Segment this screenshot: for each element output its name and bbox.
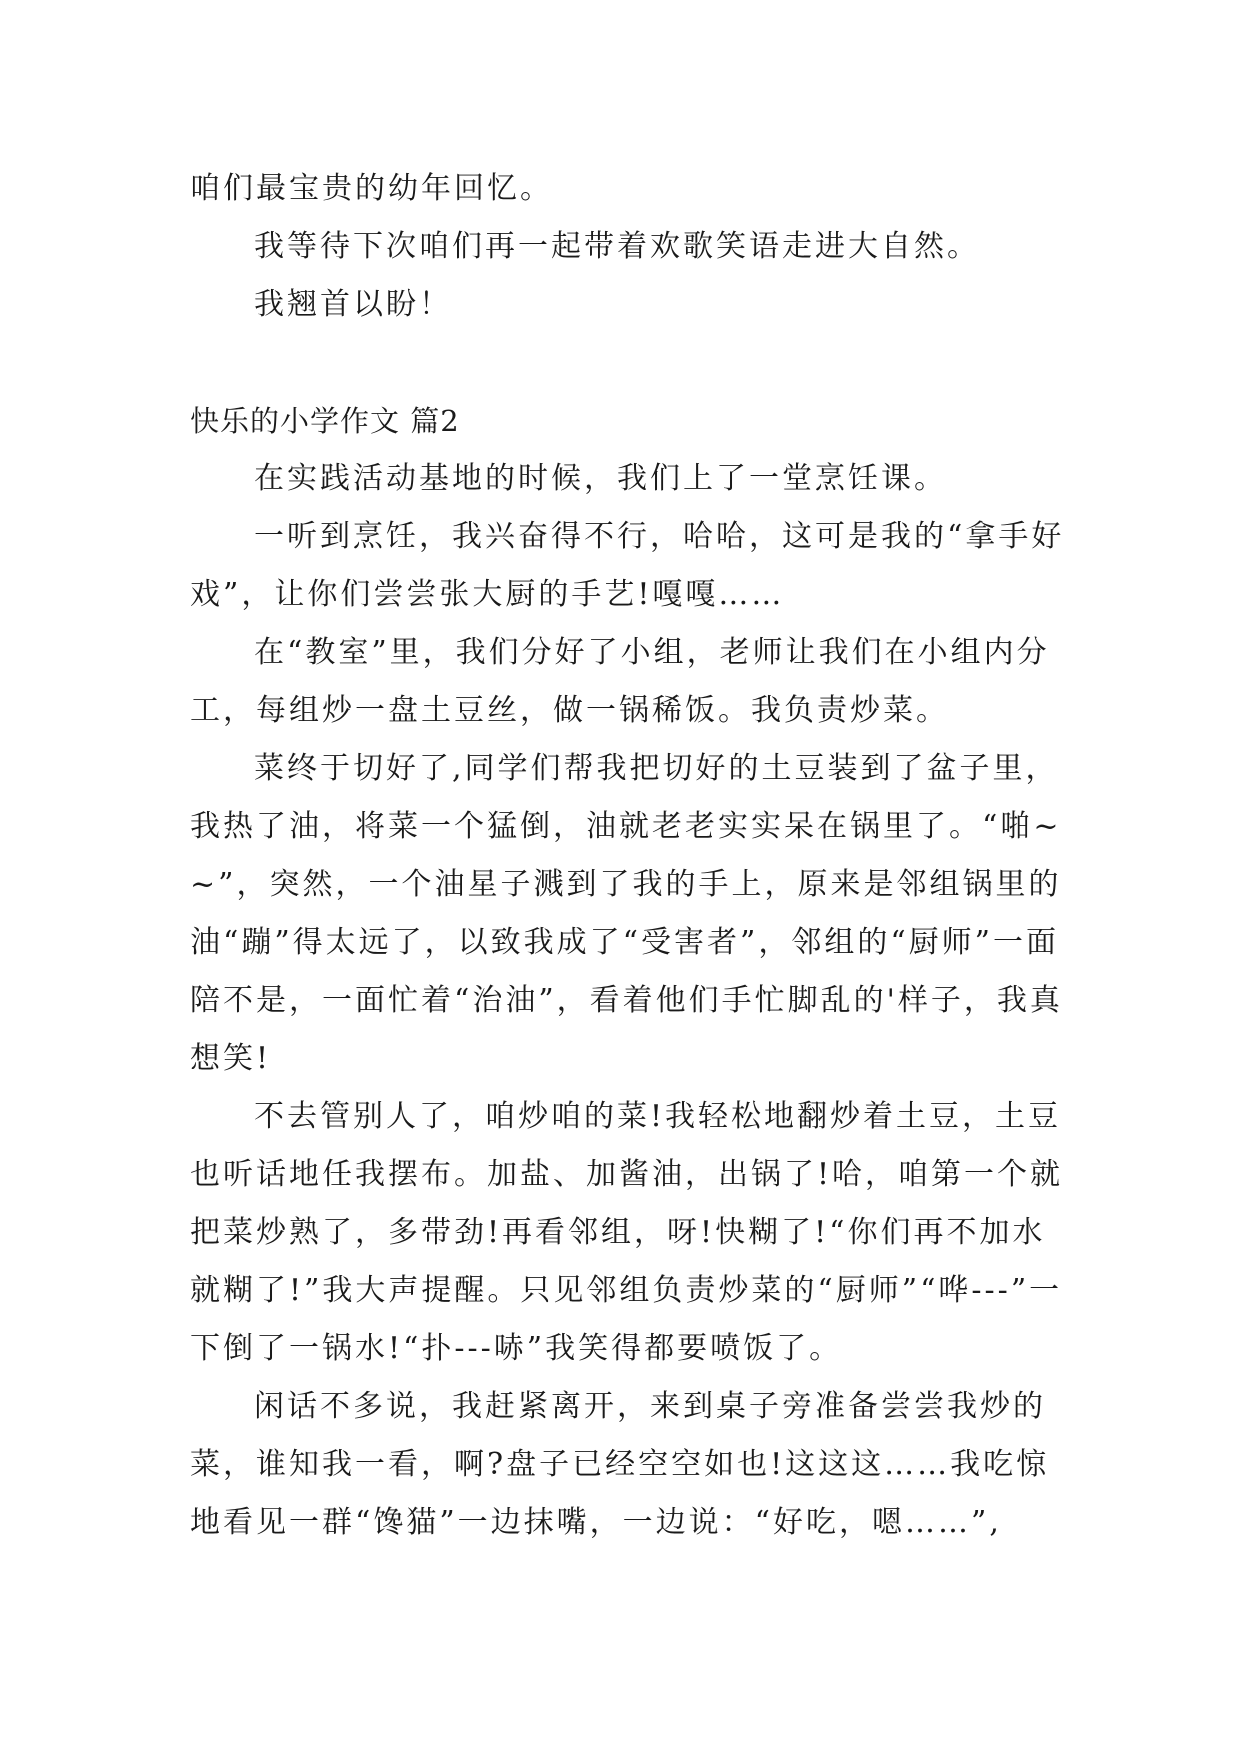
paragraph: 闲话不多说，我赶紧离开，来到桌子旁准备尝尝我炒的菜，谁知我一看，啊?盘子已经空空如也!这这这……我吃惊地看见一群“馋猫”一边抹嘴，一边说：“好吃，嗯……”, [190, 1389, 1050, 1540]
paragraph: 在实践活动基地的时候，我们上了一堂烹饪课。 [254, 461, 947, 496]
section-heading: 快乐的小学作文 篇2 [190, 404, 460, 438]
paragraph-continuation: 咱们最宝贵的幼年回忆。 [190, 171, 553, 206]
paragraph: 菜终于切好了,同学们帮我把切好的土豆装到了盆子里，我热了油，将菜一个猛倒，油就老老实实呆在锅里了。“啪~~”，突然，一个油星子溅到了我的手上，原来是邻组锅里的油“蹦”得太远了，以致我成了“受害者”，邻组的“厨师”一面陪不是，一面忙着“治油”，看着他们手忙脚乱的'样子，我真想笑! [190, 751, 1063, 1076]
paragraph: 不去管别人了，咱炒咱的菜!我轻松地翻炒着土豆，土豆也听话地任我摆布。加盐、加酱油，出锅了!哈，咱第一个就把菜炒熟了，多带劲!再看邻组，呀!快糊了!“你们再不加水就糊了!”我大声提醒。只见邻组负责炒菜的“厨师”“哗---”一下倒了一锅水!“扑---哧”我笑得都要喷饭了。 [190, 1099, 1064, 1366]
document-body [190, 160, 1070, 1552]
paragraph: 在“教室”里，我们分好了小组，老师让我们在小组内分工，每组炒一盘土豆丝，做一锅稀饭。我负责炒菜。 [190, 635, 1050, 728]
paragraph: 我翘首以盼！ [254, 287, 452, 322]
paragraph: 我等待下次咱们再一起带着欢歌笑语走进大自然。 [254, 229, 980, 264]
paragraph: 一听到烹饪，我兴奋得不行，哈哈，这可是我的“拿手好戏”，让你们尝尝张大厨的手艺!嘎嘎…… [190, 519, 1065, 612]
